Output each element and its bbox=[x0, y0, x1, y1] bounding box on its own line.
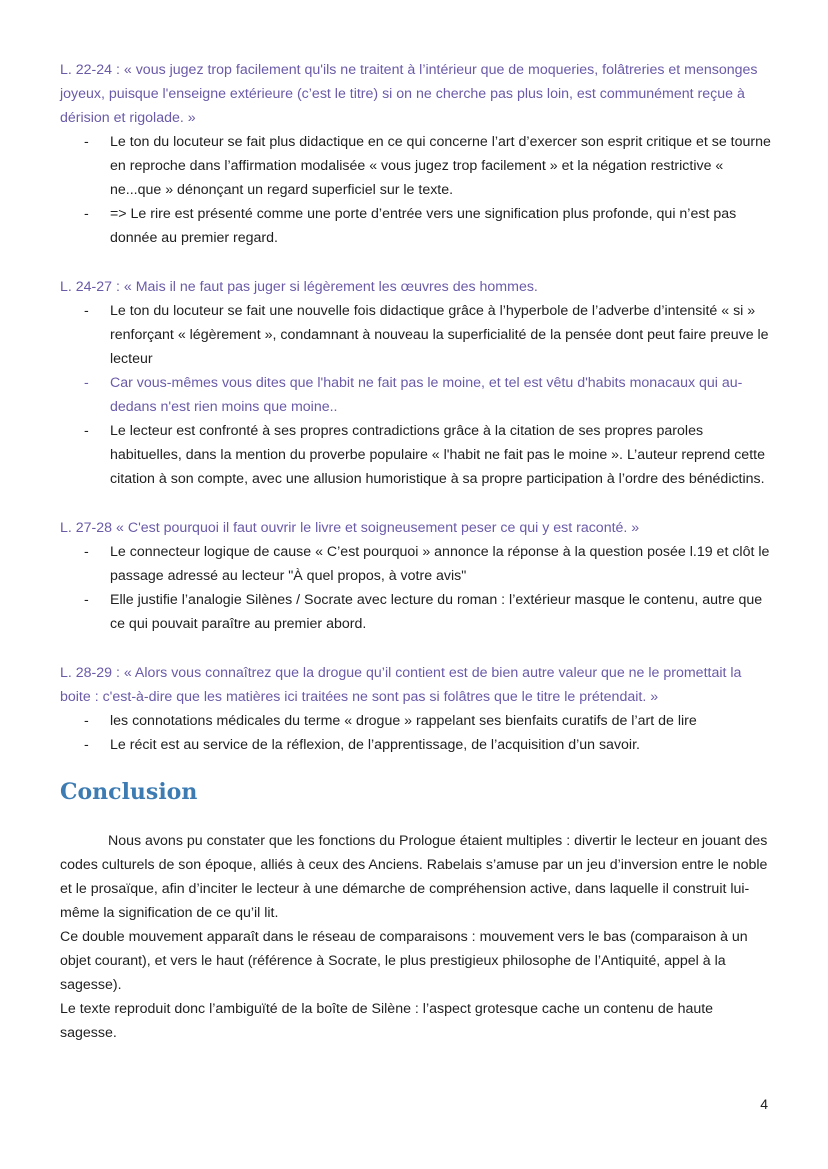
list-item-text: Le ton du locuteur se fait plus didactique en ce qui concerne l’art d’exercer son esprit critique et se tourne en reproche dans l’affirmation modalisée « vous jugez trop facilement » et la négation restrictive « ne...que » dénonçant un regard superficiel sur le texte. bbox=[110, 134, 771, 198]
bullet-dash: - bbox=[84, 423, 89, 439]
list-item-text: Le récit est au service de la réflexion, de l’apprentissage, de l’acquisition d’un savoir. bbox=[110, 737, 640, 753]
conclusion-body bbox=[60, 829, 772, 1045]
citation-quote: L. 24-27 : « Mais il ne faut pas juger si légèrement les œuvres des hommes. bbox=[60, 279, 538, 295]
list-item bbox=[84, 299, 772, 371]
list-item bbox=[84, 540, 772, 588]
bullet-dash: - bbox=[84, 303, 89, 319]
list-item bbox=[84, 709, 772, 733]
conclusion-paragraph: Le texte reproduit donc l’ambiguïté de la boîte de Silène : l’aspect grotesque cache un contenu de haute sagesse. bbox=[60, 1001, 714, 1041]
bullet-list bbox=[60, 130, 772, 250]
bullet-dash: - bbox=[84, 544, 89, 560]
list-item bbox=[84, 202, 772, 250]
bullet-list bbox=[60, 540, 772, 636]
list-item-quote bbox=[84, 371, 772, 419]
list-item-text: les connotations médicales du terme « drogue » rappelant ses bienfaits curatifs de l’art de lire bbox=[110, 713, 697, 729]
page-content bbox=[60, 58, 772, 1045]
bullet-dash: - bbox=[84, 206, 89, 222]
list-item bbox=[84, 588, 772, 636]
analysis-section-4 bbox=[60, 661, 772, 757]
bullet-dash: - bbox=[84, 592, 89, 608]
conclusion-paragraph: Nous avons pu constater que les fonctions du Prologue étaient multiples : divertir le lecteur en jouant des codes culturels de son époque, alliés à ceux des Anciens. Rabelais s’amuse par un jeu d’inversion entre le noble et le prosaïque, afin d’inciter le lecteur à une démarche de compréhension active, dans laquelle il construit lui-même la signification de ce qu’il lit. bbox=[60, 833, 768, 921]
bullet-list bbox=[60, 709, 772, 757]
list-item-text: Le connecteur logique de cause « C’est pourquoi » annonce la réponse à la question posée l.19 et clôt le passage adressé au lecteur "À quel propos, à votre avis" bbox=[110, 544, 770, 584]
bullet-dash: - bbox=[84, 737, 89, 753]
analysis-section-2 bbox=[60, 275, 772, 491]
citation-quote: L. 27-28 « C'est pourquoi il faut ouvrir le livre et soigneusement peser ce qui y est raconté. » bbox=[60, 520, 640, 536]
conclusion-heading: Conclusion bbox=[60, 779, 198, 805]
citation-quote: L. 22-24 : « vous jugez trop facilement qu'ils ne traitent à l’intérieur que de moqueries, folâtreries et mensonges joyeux, puisque l'enseigne extérieure (c’est le titre) si on ne cherche pas plus loin, est communément reçue à dérision et rigolade. » bbox=[60, 62, 758, 126]
list-item-text: Le lecteur est confronté à ses propres contradictions grâce à la citation de ses propres paroles habituelles, dans la mention du proverbe populaire « l'habit ne fait pas le moine ». L’auteur reprend cette citation à son compte, avec une allusion humoristique à sa propre participation à l’ordre des bénédictins. bbox=[110, 423, 765, 487]
list-item-text: => Le rire est présenté comme une porte d’entrée vers une signification plus profonde, qui n’est pas donnée au premier regard. bbox=[110, 206, 737, 246]
list-item bbox=[84, 419, 772, 491]
bullet-dash: - bbox=[84, 375, 89, 391]
conclusion-paragraph: Ce double mouvement apparaît dans le réseau de comparaisons : mouvement vers le bas (comparaison à un objet courant), et vers le haut (référence à Socrate, le plus prestigieux philosophe de l’Antiquité, appel à la sagesse). bbox=[60, 929, 748, 993]
list-item-text: Le ton du locuteur se fait une nouvelle fois didactique grâce à l’hyperbole de l’adverbe d’intensité « si » renforçant « légèrement », condamnant à nouveau la superficialité de la pensée dont peut faire preuve le lecteur bbox=[110, 303, 769, 367]
list-item bbox=[84, 733, 772, 757]
citation-quote: L. 28-29 : « Alors vous connaîtrez que la drogue qu’il contient est de bien autre valeur que ne le promettait la boite : c'est-à-dire que les matières ici traitées ne sont pas si folâtres que le titre le prétendait. » bbox=[60, 665, 742, 705]
list-item-text: Car vous-mêmes vous dites que l'habit ne fait pas le moine, et tel est vêtu d'habits monacaux qui au-dedans n'est rien moins que moine.. bbox=[110, 375, 743, 415]
bullet-dash: - bbox=[84, 134, 89, 150]
list-item-text: Elle justifie l’analogie Silènes / Socrate avec lecture du roman : l’extérieur masque le contenu, autre que ce qui pouvait paraître au premier abord. bbox=[110, 592, 763, 632]
analysis-section-3 bbox=[60, 516, 772, 636]
page-number: 4 bbox=[760, 1096, 768, 1112]
analysis-section-1 bbox=[60, 58, 772, 250]
bullet-list bbox=[60, 299, 772, 491]
bullet-dash: - bbox=[84, 713, 89, 729]
list-item bbox=[84, 130, 772, 202]
